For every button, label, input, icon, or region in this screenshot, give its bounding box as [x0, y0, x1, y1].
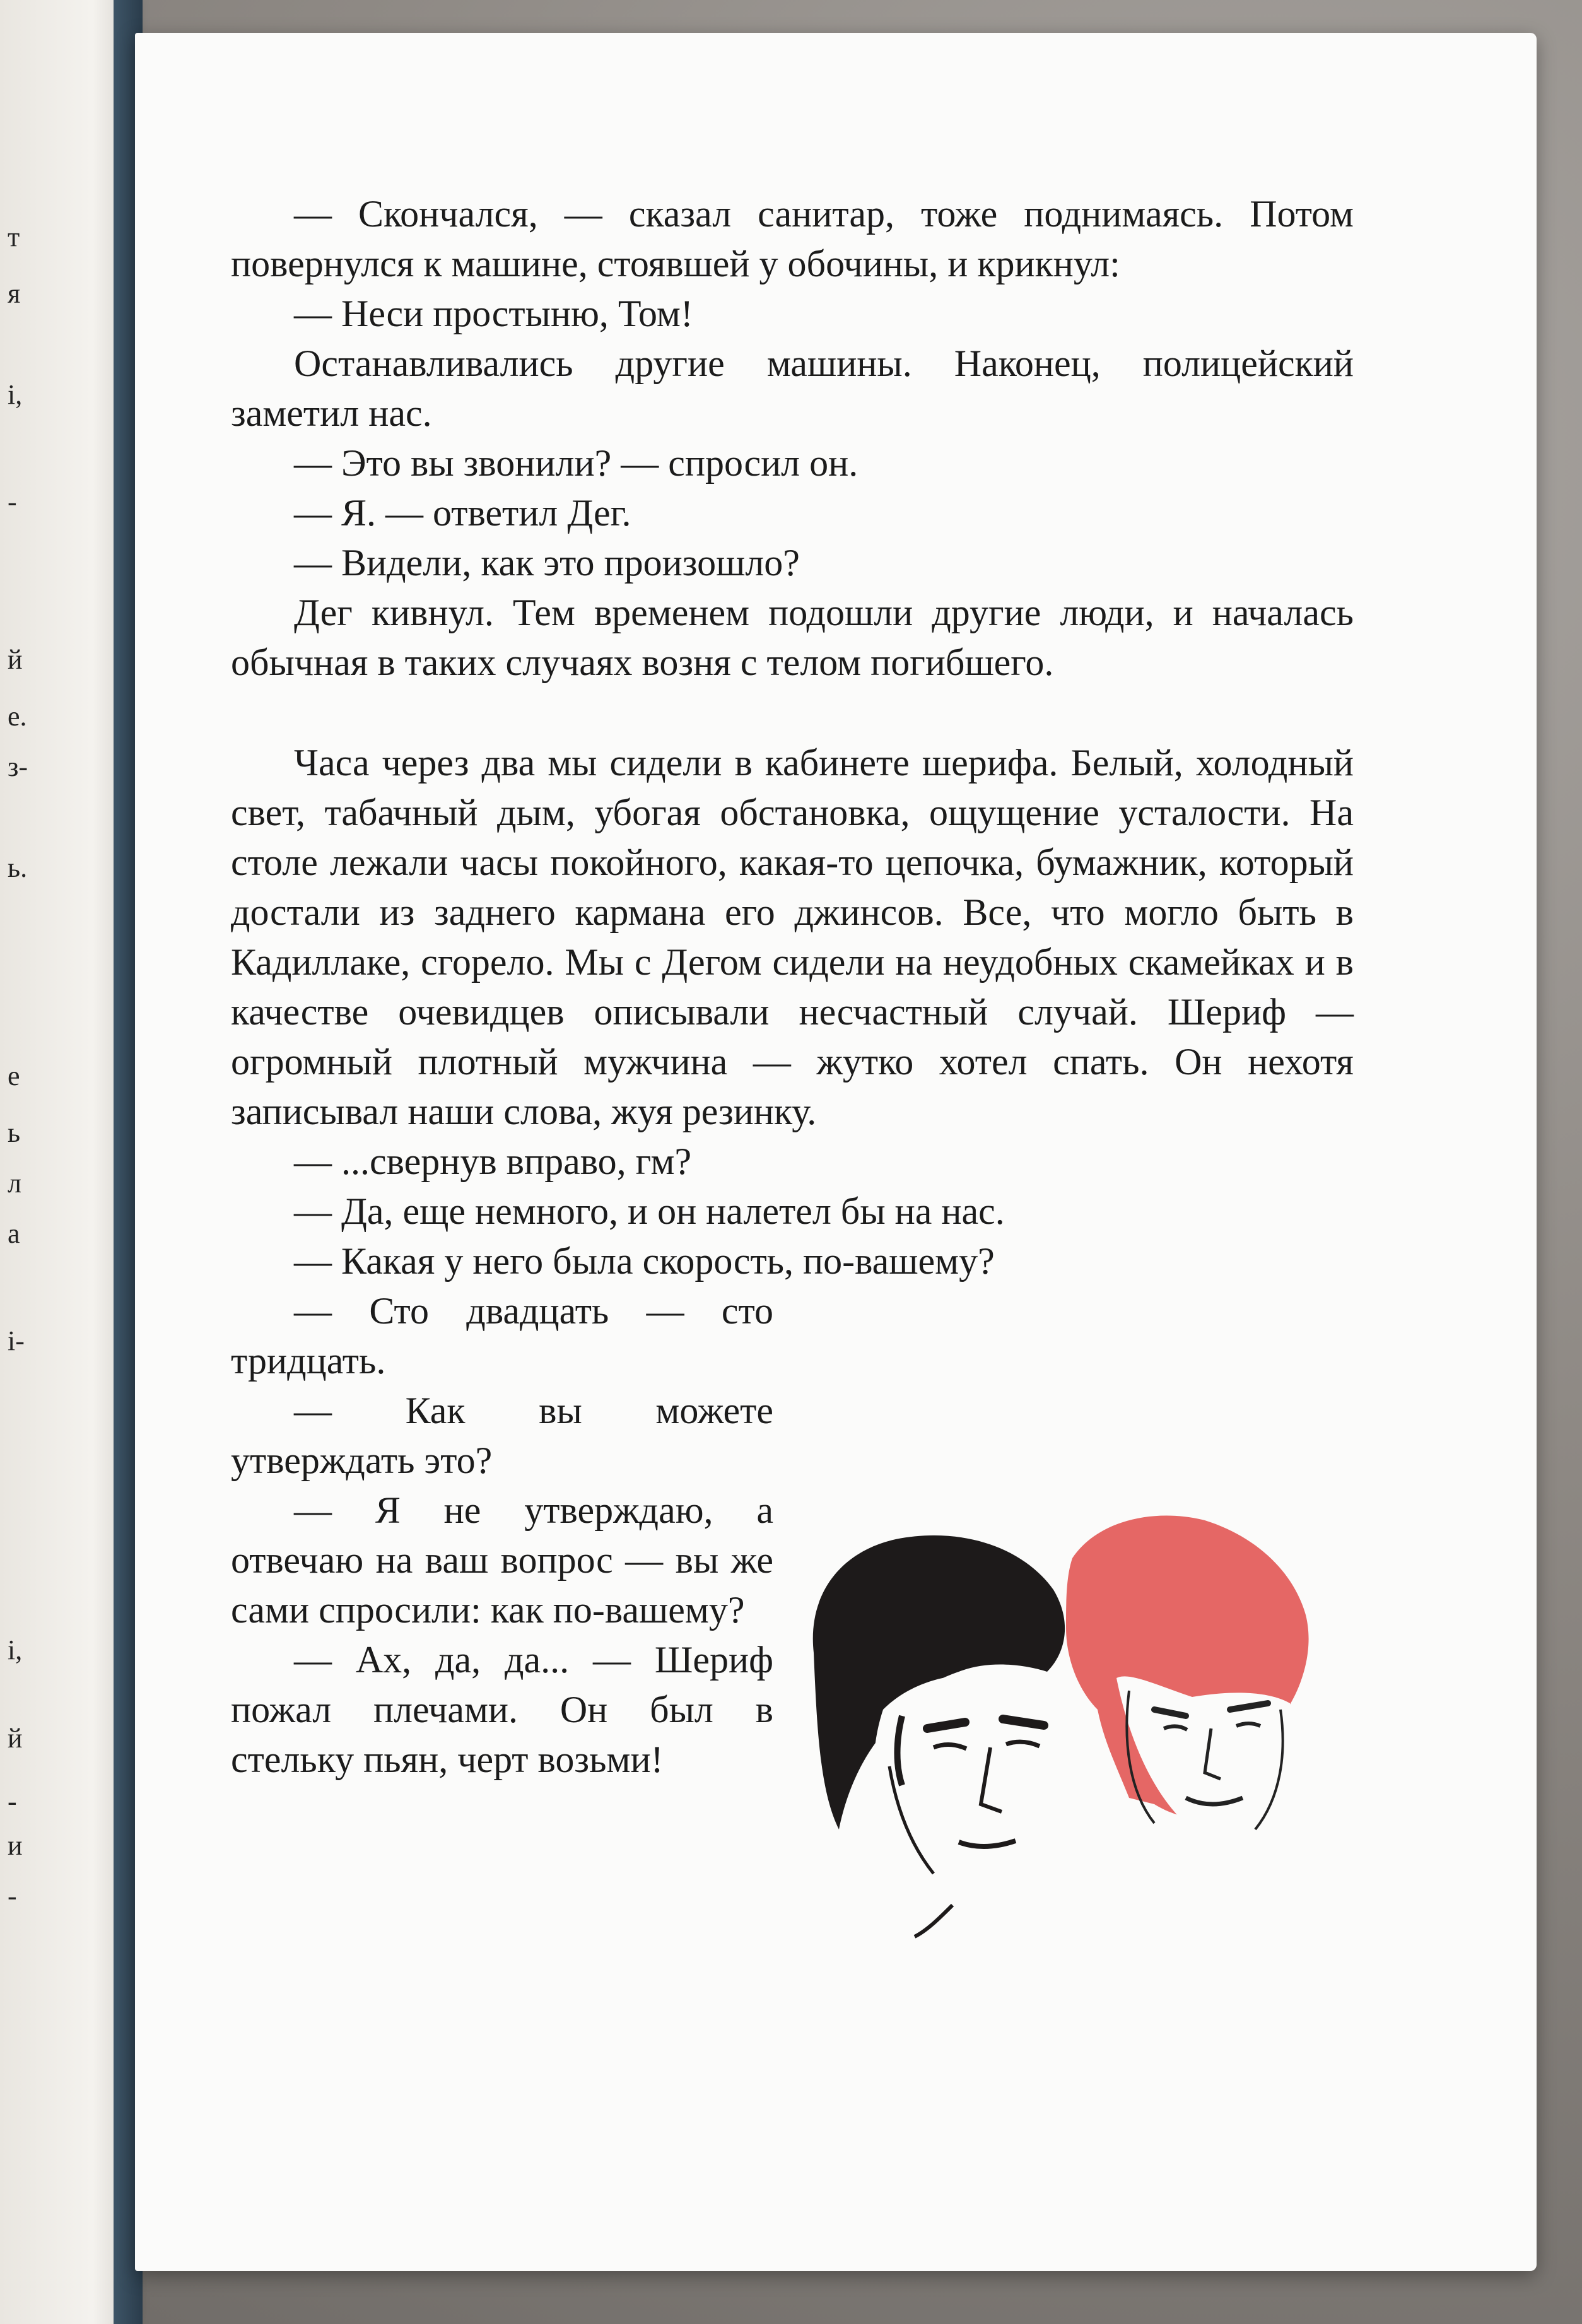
left-page-char: я [8, 278, 21, 309]
paragraph: — Какая у него была скорость, по-вашему? [294, 1240, 995, 1282]
left-page-edge [0, 0, 132, 2324]
dark-haired-face [813, 1535, 1065, 1937]
paragraph: Дег кивнул. Тем временем подошли другие люди, и началась обычная в таких случаях возня с телом погибшего. [231, 592, 1354, 683]
left-page-char: і, [8, 379, 23, 410]
paragraph: — Сто двадцать — сто тридцать. [231, 1290, 773, 1382]
paragraph: — Я. — ответил Дег. [294, 492, 631, 534]
left-page-char: ь. [8, 852, 28, 883]
paragraph: — ...свернув вправо, гм? [294, 1141, 692, 1182]
left-page-char: і- [8, 1325, 25, 1356]
left-page-char: е. [8, 701, 27, 732]
left-page-char: и [8, 1830, 23, 1861]
paragraph: — Ах, да, да... — Шериф пожал плечами. Он был в стельку пьян, черт возьми! [231, 1639, 773, 1780]
two-faces-illustration [801, 1501, 1344, 1943]
left-page-char: л [8, 1168, 21, 1199]
paragraph: Часа через два мы сидели в кабинете шерифа. Белый, холодный свет, табачный дым, убогая обстановка, ощущение усталости. На столе лежали часы покойного, какая-то цепочка, бумажник, который достали из заднего кармана его джинсов. Все, что могло быть в Кадиллаке, сгорело. Мы с Дегом сидели на неудобных скамейках и в качестве очевидцев описывали несчастный случай. Шериф — огромный плотный мужчина — жутко хотел спать. Он нехотя записывал наши слова, жуя резинку. [231, 742, 1354, 1132]
left-page-char: е [8, 1060, 20, 1091]
left-page-char: й [8, 644, 23, 675]
paragraph: — Скончался, — сказал санитар, тоже поднимаясь. Потом повернулся к машине, стоявшей у обочины, и крикнул: [231, 193, 1354, 285]
paragraph: Останавливались другие машины. Наконец, полицейский заметил нас. [231, 343, 1354, 434]
left-page-char: а [8, 1218, 20, 1249]
section-break [231, 688, 1354, 738]
paragraph: — Да, еще немного, и он налетел бы на нас. [294, 1190, 1005, 1232]
left-page-char: й [8, 1723, 23, 1754]
paragraph: — Это вы звонили? — спросил он. [294, 442, 858, 484]
left-page-char: і, [8, 1634, 23, 1665]
red-haired-face [1066, 1516, 1309, 1840]
text-beside-illustration [231, 1286, 773, 1785]
paragraph: — Я не утверждаю, а отвечаю на ваш вопрос — вы же сами спросили: как по-вашему? [231, 1489, 773, 1631]
left-page-char: ь [8, 1117, 21, 1148]
left-page-char: т [8, 221, 20, 252]
left-page-char: - [8, 1786, 17, 1817]
left-page-char: - [8, 486, 17, 517]
left-page-char: - [8, 1881, 17, 1911]
paragraph: — Как вы можете утверждать это? [231, 1390, 773, 1481]
paragraph: — Видели, как это произошло? [294, 542, 800, 584]
paragraph: — Неси простыню, Том! [294, 293, 693, 334]
left-page-char: з- [8, 751, 28, 782]
